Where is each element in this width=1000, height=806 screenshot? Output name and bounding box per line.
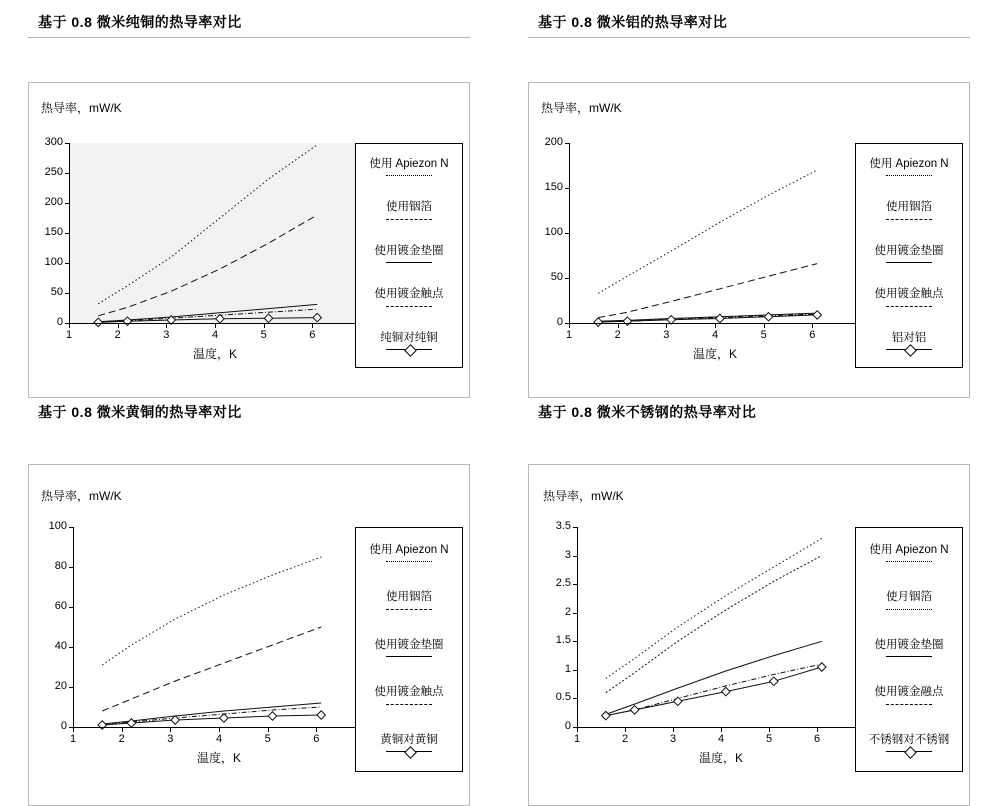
y-tick-label: 100 xyxy=(544,226,563,238)
legend-line-sample xyxy=(386,701,432,709)
y-tick xyxy=(573,698,577,699)
x-tick xyxy=(618,324,619,328)
x-tick-label: 5 xyxy=(760,329,767,341)
y-axis-label-copper: 热导率，mW/K xyxy=(41,101,122,115)
legend-line-sample xyxy=(386,606,432,614)
series-line xyxy=(598,170,817,293)
plot-area-copper xyxy=(69,143,361,323)
data-point-marker xyxy=(674,697,682,705)
legend-line-sample xyxy=(886,259,932,267)
series-line xyxy=(606,641,822,714)
legend-entry[interactable] xyxy=(856,590,962,613)
legend-marker xyxy=(904,746,917,759)
y-tick xyxy=(565,143,569,144)
y-tick-label: 150 xyxy=(44,226,63,238)
legend-entry[interactable] xyxy=(856,733,962,756)
y-tick xyxy=(65,293,69,294)
y-tick-label: 0 xyxy=(56,316,63,328)
y-tick-label: 300 xyxy=(44,136,63,148)
legend-label: 使用 Apiezon N xyxy=(369,544,449,556)
data-point-marker xyxy=(813,311,821,319)
legend-marker xyxy=(404,344,417,357)
legend-marker xyxy=(904,344,917,357)
chart-aluminum xyxy=(528,82,970,398)
series-layer-aluminum xyxy=(569,143,861,323)
legend-entry[interactable] xyxy=(356,590,462,613)
legend-label: 黄铜对黄铜 xyxy=(380,733,438,746)
legend-label: 纯铜对纯铜 xyxy=(380,331,438,344)
y-tick xyxy=(69,607,73,608)
series-layer-brass xyxy=(73,527,365,727)
legend-label: 使月铟箔 xyxy=(886,591,932,604)
legend-line-sample xyxy=(386,653,432,661)
y-axis-label-aluminum: 热导率，mW/K xyxy=(541,101,622,115)
chart-stainless xyxy=(528,464,970,806)
x-tick-label: 3 xyxy=(163,329,170,341)
series-layer-copper xyxy=(69,143,361,323)
legend-line-sample xyxy=(386,216,432,224)
legend-copper xyxy=(355,143,463,368)
y-tick-label: 100 xyxy=(48,520,67,532)
y-tick xyxy=(69,527,73,528)
legend-line-sample xyxy=(886,303,932,311)
y-axis-label-stainless: 热导率，mW/K xyxy=(543,489,624,503)
y-tick-label: 50 xyxy=(50,286,63,298)
chart-brass xyxy=(28,464,470,806)
data-point-marker xyxy=(818,663,826,671)
x-tick-label: 3 xyxy=(167,733,174,745)
legend-label: 使用镀金垫圈 xyxy=(874,244,944,257)
data-point-marker xyxy=(220,714,228,722)
legend-label: 使用 Apiezon N xyxy=(869,158,949,170)
y-tick xyxy=(65,203,69,204)
x-tick xyxy=(215,324,216,328)
legend-aluminum xyxy=(855,143,963,368)
y-axis-copper xyxy=(69,143,70,324)
panel-title-brass: 基于 0.8 微米黄铜的热导率对比 xyxy=(28,398,470,428)
series-line xyxy=(102,627,321,711)
panel-copper xyxy=(28,8,470,368)
x-tick xyxy=(817,728,818,732)
y-tick-label: 1.5 xyxy=(555,634,571,647)
y-tick-label: 250 xyxy=(44,166,63,178)
y-tick xyxy=(65,143,69,144)
plot-area-brass xyxy=(73,527,365,727)
legend-entry[interactable] xyxy=(856,331,962,354)
legend-line-sample xyxy=(886,701,932,709)
x-tick-label: 5 xyxy=(765,733,773,745)
legend-label: 使用铟箔 xyxy=(386,201,432,214)
legend-label: 使用 Apiezon N xyxy=(869,544,949,556)
y-tick-label: 2 xyxy=(564,605,571,618)
legend-stainless xyxy=(855,527,963,772)
series-line xyxy=(606,667,822,716)
series-line xyxy=(606,538,822,678)
x-tick xyxy=(577,728,578,732)
legend-entry[interactable] xyxy=(356,157,462,180)
x-axis-label-copper: 温度，K xyxy=(192,347,237,361)
x-tick xyxy=(166,324,167,328)
legend-entry[interactable] xyxy=(356,733,462,756)
data-point-marker xyxy=(716,314,724,322)
legend-line-sample xyxy=(886,346,932,354)
x-axis-label-aluminum: 温度，K xyxy=(692,347,737,361)
legend-label: 使用镀金融点 xyxy=(874,686,944,699)
x-tick xyxy=(715,324,716,328)
legend-label: 铝对铝 xyxy=(891,331,927,344)
x-tick xyxy=(625,728,626,732)
legend-line-sample xyxy=(886,748,932,756)
y-axis-aluminum xyxy=(569,143,570,324)
y-tick xyxy=(573,613,577,614)
legend-line-sample xyxy=(386,558,432,566)
legend-label: 使用镀金触点 xyxy=(374,686,444,699)
x-tick xyxy=(219,728,220,732)
legend-label: 使用 Apiezon N xyxy=(369,158,449,170)
x-tick-label: 5 xyxy=(264,733,271,745)
legend-entry[interactable] xyxy=(856,685,962,708)
x-tick-label: 3 xyxy=(669,733,677,745)
x-tick-label: 1 xyxy=(69,733,77,745)
panel-title-copper: 基于 0.8 微米纯铜的热导率对比 xyxy=(28,8,470,38)
x-tick xyxy=(312,324,313,328)
legend-label: 使用镀金垫圈 xyxy=(374,244,444,257)
data-point-marker xyxy=(268,712,276,720)
data-point-marker xyxy=(764,312,772,320)
y-tick-label: 50 xyxy=(550,271,563,283)
data-point-marker xyxy=(602,711,610,719)
x-tick-label: 4 xyxy=(211,329,219,341)
y-tick xyxy=(565,188,569,189)
series-line xyxy=(102,703,321,724)
y-tick-label: 0 xyxy=(556,316,563,328)
y-tick-label: 0 xyxy=(564,720,571,732)
x-tick-label: 4 xyxy=(215,733,223,745)
data-point-marker xyxy=(264,314,272,322)
x-tick xyxy=(673,728,674,732)
y-tick xyxy=(69,567,73,568)
y-tick-label: 0 xyxy=(60,720,67,732)
y-tick-label: 100 xyxy=(44,256,63,268)
legend-label: 使用镀金触点 xyxy=(374,288,444,301)
legend-entry[interactable] xyxy=(856,157,962,180)
x-tick xyxy=(118,324,119,328)
legend-entry[interactable] xyxy=(356,287,462,310)
legend-line-sample xyxy=(386,172,432,180)
legend-entry[interactable] xyxy=(856,244,962,267)
panel-aluminum xyxy=(528,8,970,368)
legend-line-sample xyxy=(386,748,432,756)
legend-brass xyxy=(355,527,463,772)
series-line xyxy=(606,664,822,716)
x-tick-label: 4 xyxy=(711,329,719,341)
y-axis-label-brass: 热导率，mW/K xyxy=(41,489,122,503)
y-tick xyxy=(565,278,569,279)
legend-label: 使用镀金垫圈 xyxy=(874,638,944,651)
x-tick xyxy=(122,728,123,732)
legend-entry[interactable] xyxy=(856,543,962,566)
x-tick-label: 4 xyxy=(717,733,725,745)
x-tick-label: 2 xyxy=(614,329,621,341)
y-tick-label: 3.5 xyxy=(555,520,571,532)
x-tick-label: 2 xyxy=(621,733,629,745)
y-tick xyxy=(573,556,577,557)
y-tick-label: 80 xyxy=(54,560,67,572)
y-tick xyxy=(65,233,69,234)
series-line xyxy=(598,264,817,318)
y-tick-label: 200 xyxy=(44,196,63,208)
y-tick-label: 150 xyxy=(544,181,563,193)
plot-area-stainless xyxy=(577,527,865,727)
panel-stainless xyxy=(528,398,970,776)
series-line xyxy=(606,556,822,693)
y-tick-label: 200 xyxy=(544,136,563,148)
x-tick xyxy=(666,324,667,328)
y-tick xyxy=(573,670,577,671)
legend-label: 不锈钢对不锈钢 xyxy=(868,733,950,746)
x-tick-label: 6 xyxy=(309,329,316,341)
x-tick xyxy=(764,324,765,328)
panel-brass xyxy=(28,398,470,776)
y-tick xyxy=(573,527,577,528)
y-axis-brass xyxy=(73,527,74,728)
y-axis-stainless xyxy=(577,527,578,728)
legend-label: 使用镀金触点 xyxy=(874,288,944,301)
chart-copper xyxy=(28,82,470,398)
legend-line-sample xyxy=(886,172,932,180)
x-tick-label: 1 xyxy=(65,329,73,341)
y-tick-label: 3 xyxy=(564,548,571,561)
y-tick xyxy=(69,687,73,688)
data-point-marker xyxy=(623,317,631,325)
y-tick xyxy=(65,263,69,264)
legend-entry[interactable] xyxy=(356,543,462,566)
legend-line-sample xyxy=(886,216,932,224)
legend-line-sample xyxy=(886,558,932,566)
legend-line-sample xyxy=(386,259,432,267)
x-tick-label: 1 xyxy=(573,733,581,745)
y-tick-label: 0.5 xyxy=(555,691,571,704)
data-point-marker xyxy=(216,315,224,323)
data-point-marker xyxy=(313,313,321,321)
data-point-marker xyxy=(171,716,179,724)
legend-entry[interactable] xyxy=(856,638,962,661)
x-tick-label: 6 xyxy=(813,733,821,745)
legend-entry[interactable] xyxy=(356,244,462,267)
x-tick-label: 5 xyxy=(260,329,267,341)
legend-label: 使用铟箔 xyxy=(386,591,432,604)
y-tick xyxy=(69,647,73,648)
y-tick-label: 1 xyxy=(564,662,571,675)
x-tick xyxy=(170,728,171,732)
legend-line-sample xyxy=(886,653,932,661)
legend-entry[interactable] xyxy=(356,331,462,354)
y-tick xyxy=(565,233,569,234)
series-line xyxy=(98,215,317,316)
x-tick xyxy=(264,324,265,328)
x-tick xyxy=(268,728,269,732)
legend-line-sample xyxy=(886,606,932,614)
data-point-marker xyxy=(127,719,135,727)
y-tick-label: 60 xyxy=(54,600,67,612)
plot-area-aluminum xyxy=(569,143,861,323)
x-tick xyxy=(569,324,570,328)
legend-entry[interactable] xyxy=(856,200,962,223)
x-tick xyxy=(769,728,770,732)
x-tick xyxy=(73,728,74,732)
x-tick xyxy=(721,728,722,732)
x-tick xyxy=(812,324,813,328)
x-axis-label-stainless: 温度，K xyxy=(698,751,743,765)
legend-label: 使用镀金垫圈 xyxy=(374,638,444,651)
panel-title-stainless: 基于 0.8 微米不锈钢的热导率对比 xyxy=(528,398,970,428)
series-layer-stainless xyxy=(577,527,865,727)
y-tick-label: 40 xyxy=(54,640,67,652)
x-tick xyxy=(69,324,70,328)
data-point-marker xyxy=(630,706,638,714)
data-point-marker xyxy=(722,687,730,695)
legend-entry[interactable] xyxy=(356,685,462,708)
legend-entry[interactable] xyxy=(356,638,462,661)
y-tick-label: 2.5 xyxy=(555,577,571,590)
x-tick-label: 1 xyxy=(565,329,573,341)
legend-entry[interactable] xyxy=(356,200,462,223)
y-tick xyxy=(65,173,69,174)
legend-line-sample xyxy=(386,303,432,311)
panel-title-aluminum: 基于 0.8 微米铝的热导率对比 xyxy=(528,8,970,38)
series-line xyxy=(102,557,321,665)
series-line xyxy=(98,145,317,304)
data-point-marker xyxy=(123,317,131,325)
legend-label: 使用铟箔 xyxy=(886,201,932,214)
data-point-marker xyxy=(770,677,778,685)
y-tick-label: 20 xyxy=(54,680,67,692)
y-tick xyxy=(573,584,577,585)
x-tick-label: 2 xyxy=(114,329,121,341)
legend-line-sample xyxy=(386,346,432,354)
x-tick-label: 3 xyxy=(663,329,670,341)
x-tick-label: 2 xyxy=(118,733,125,745)
x-tick xyxy=(316,728,317,732)
legend-marker xyxy=(404,746,417,759)
y-tick xyxy=(573,641,577,642)
x-tick-label: 6 xyxy=(313,733,320,745)
legend-entry[interactable] xyxy=(856,287,962,310)
x-axis-label-brass: 温度，K xyxy=(196,751,241,765)
data-point-marker xyxy=(317,711,325,719)
x-tick-label: 6 xyxy=(809,329,816,341)
